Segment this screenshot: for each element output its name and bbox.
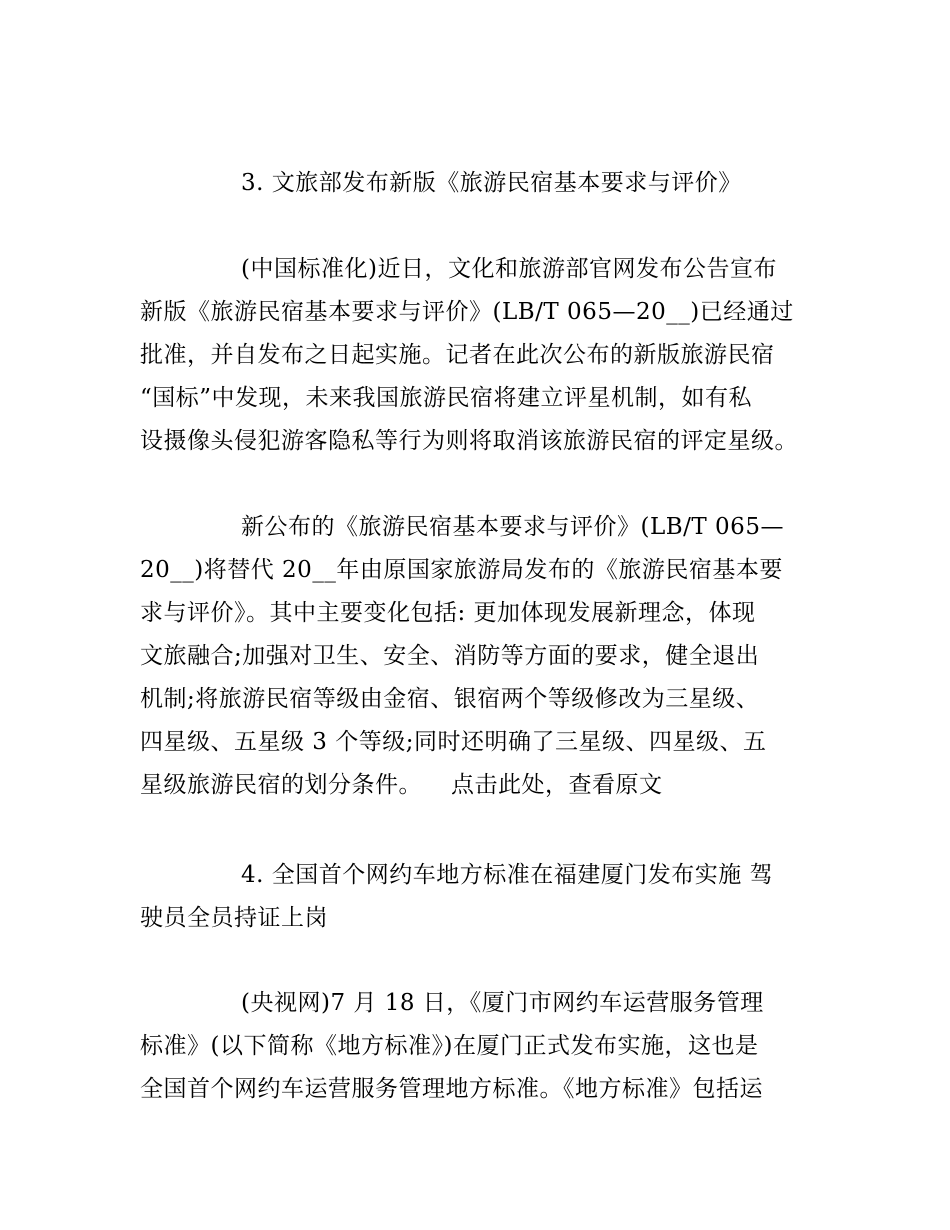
paragraph-line: 设摄像头侵犯游客隐私等行为则将取消该旅游民宿的评定星级。 (140, 428, 798, 454)
paragraph-line: 四星级、五星级 3 个等级;同时还明确了三星级、四星级、五 (140, 729, 767, 755)
paragraph-line: 星级旅游民宿的划分条件。 (140, 772, 422, 798)
paragraph-line: 全国首个网约车运营服务管理地方标准。《地方标准》包括运 (140, 1076, 763, 1102)
section-4-heading: 4. 全国首个网约车地方标准在福建厦门发布实施 驾 (241, 862, 774, 888)
section-3-heading: 3. 文旅部发布新版《旅游民宿基本要求与评价》 (241, 170, 742, 196)
paragraph-line: 20__)将替代 20__年由原国家旅游局发布的《旅游民宿基本要 (140, 557, 783, 583)
paragraph-line: (央视网)7 月 18 日，《厦门市网约车运营服务管理 (241, 990, 764, 1016)
paragraph-line: 新版《旅游民宿基本要求与评价》(LB/T 065—20__)已经通过 (140, 299, 794, 325)
paragraph-line: 文旅融合;加强对卫生、安全、消防等方面的要求，健全退出 (140, 643, 760, 669)
paragraph-line: 新公布的《旅游民宿基本要求与评价》(LB/T 065— (241, 514, 784, 540)
paragraph-line: (中国标准化)近日，文化和旅游部官网发布公告宣布 (241, 256, 777, 282)
paragraph-line: 批准，并自发布之日起实施。记者在此次公布的新版旅游民宿 (140, 342, 775, 368)
view-original-link[interactable]: 点击此处，查看原文 (451, 772, 663, 798)
paragraph-line: “国标”中发现，未来我国旅游民宿将建立评星机制，如有私 (140, 385, 753, 411)
section-4-heading-cont: 驶员全员持证上岗 (140, 905, 328, 931)
paragraph-line: 标准》(以下简称《地方标准》)在厦门正式发布实施，这也是 (140, 1033, 759, 1059)
paragraph-line: 机制;将旅游民宿等级由金宿、银宿两个等级修改为三星级、 (140, 686, 760, 712)
paragraph-line: 求与评价》。其中主要变化包括: 更加体现发展新理念，体现 (140, 600, 756, 626)
